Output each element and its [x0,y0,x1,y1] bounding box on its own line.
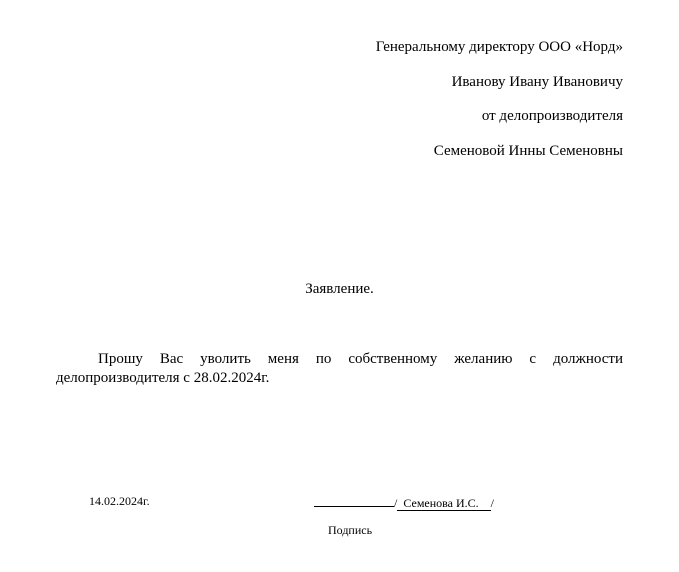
signer-name: Семенова И.С. [397,496,490,511]
body-line-2: делопроизводителя с 28.02.2024г. [56,370,270,386]
sender-position: от делопроизводителя [481,108,623,124]
addressee-position: Генеральному директору ООО «Норд» [375,39,623,55]
signature-line [314,494,494,511]
signature-separator-right: / [490,496,495,510]
document-date: 14.02.2024г. [89,494,150,508]
signature-caption: Подпись [328,523,373,537]
signature-separator-left: / [394,496,398,510]
sender-name: Семеновой Инны Семеновны [433,143,623,159]
signature-blank [314,494,394,507]
document-title: Заявление. [305,281,374,297]
addressee-name: Иванову Ивану Ивановичу [451,74,623,90]
document-body [56,350,623,388]
body-line-1: Прошу Вас уволить меня по собственному желанию с должности [98,351,623,367]
